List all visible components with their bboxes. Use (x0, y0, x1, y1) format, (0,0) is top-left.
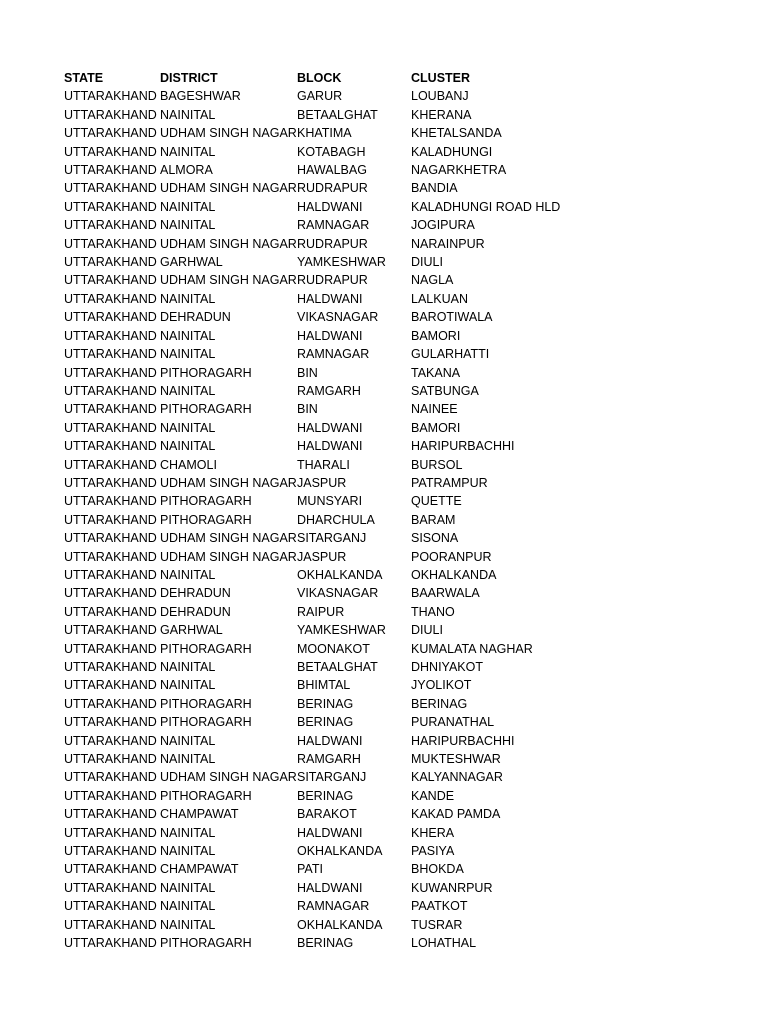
cell-block: BETAALGHAT (297, 107, 378, 122)
cell-block: HALDWANI (297, 291, 363, 306)
table-row (64, 750, 591, 768)
table-row (64, 584, 591, 602)
cell-cluster: TAKANA (411, 365, 461, 380)
table-row (64, 161, 591, 179)
cell-cluster: LOHATHAL (411, 936, 477, 951)
cell-cluster: KUMALATA NAGHAR (411, 641, 533, 656)
cell-state: UTTARAKHAND (64, 862, 157, 877)
cell-cluster: JOGIPURA (411, 218, 475, 233)
cell-block: DHARCHULA (297, 512, 375, 527)
cell-block: RUDRAPUR (297, 236, 368, 251)
cell-state: UTTARAKHAND (64, 328, 157, 343)
table-row (64, 787, 591, 805)
header-block: BLOCK (297, 71, 342, 85)
cell-state: UTTARAKHAND (64, 457, 157, 472)
cell-cluster: BANDIA (411, 181, 458, 196)
table-row (64, 437, 591, 455)
cell-state: UTTARAKHAND (64, 310, 157, 325)
table-row (64, 364, 591, 382)
cell-district: NAINITAL (160, 144, 216, 159)
table-body (64, 87, 591, 952)
cell-cluster: THANO (411, 604, 455, 619)
table-row (64, 879, 591, 897)
cell-district: NAINITAL (160, 899, 216, 914)
cell-state: UTTARAKHAND (64, 660, 157, 674)
cell-state: UTTARAKHAND (64, 880, 157, 895)
cell-cluster: POORANPUR (411, 549, 492, 564)
cell-block: RAMGARH (297, 752, 361, 767)
header-district: DISTRICT (160, 71, 218, 85)
cell-cluster: NARAINPUR (411, 236, 485, 251)
cell-state: UTTARAKHAND (64, 844, 157, 859)
cell-state: UTTARAKHAND (64, 255, 157, 270)
cell-cluster: PASIYA (411, 844, 455, 859)
cell-state: UTTARAKHAND (64, 623, 157, 638)
cell-state: UTTARAKHAND (64, 531, 157, 546)
cell-block: HALDWANI (297, 733, 363, 748)
header-cluster: CLUSTER (411, 71, 471, 85)
cell-state: UTTARAKHAND (64, 752, 157, 767)
cell-state: UTTARAKHAND (64, 715, 157, 730)
cell-state: UTTARAKHAND (64, 678, 157, 693)
cell-cluster: PAATKOT (411, 899, 468, 914)
table-row (64, 400, 591, 418)
cell-state: UTTARAKHAND (64, 439, 157, 454)
cell-district: PITHORAGARH (160, 936, 252, 951)
cell-district: NAINITAL (160, 917, 216, 932)
cell-block: BARAKOT (297, 807, 357, 822)
cell-district: PITHORAGARH (160, 494, 252, 509)
cell-state: UTTARAKHAND (64, 512, 157, 527)
table-row (64, 548, 591, 566)
cell-district: NAINITAL (160, 328, 216, 343)
cell-district: PITHORAGARH (160, 715, 252, 730)
cell-district: NAINITAL (160, 439, 216, 454)
table-row (64, 676, 591, 694)
cell-block: VIKASNAGAR (297, 310, 379, 325)
cell-district: NAINITAL (160, 291, 216, 306)
cell-block: YAMKESHWAR (297, 623, 386, 638)
cell-district: UDHAM SINGH NAGAR (160, 181, 297, 196)
cell-cluster: LOUBANJ (411, 89, 469, 104)
cell-block: BERINAG (297, 696, 354, 711)
cell-block: OKHALKANDA (297, 917, 383, 932)
cell-district: PITHORAGARH (160, 402, 252, 417)
table-row (64, 143, 591, 161)
table-row (64, 842, 591, 860)
cell-state: UTTARAKHAND (64, 733, 157, 748)
cell-district: UDHAM SINGH NAGAR (160, 475, 297, 490)
table-row (64, 621, 591, 639)
cell-district: GARHWAL (160, 255, 223, 270)
cell-state: UTTARAKHAND (64, 199, 157, 214)
cell-block: HALDWANI (297, 420, 363, 435)
cell-block: KHATIMA (297, 126, 352, 141)
cell-district: NAINITAL (160, 218, 216, 233)
table-row (64, 87, 591, 105)
table-row (64, 474, 591, 492)
cell-block: BERINAG (297, 788, 354, 803)
cell-district: DEHRADUN (160, 310, 231, 325)
cell-district: PITHORAGARH (160, 696, 252, 711)
table-row (64, 198, 591, 216)
table-row (64, 566, 591, 584)
cell-district: PITHORAGARH (160, 788, 252, 803)
cell-cluster: SISONA (411, 531, 459, 546)
cell-district: NAINITAL (160, 199, 216, 214)
document-page (64, 69, 591, 953)
cell-state: UTTARAKHAND (64, 144, 157, 159)
cell-state: UTTARAKHAND (64, 586, 157, 601)
cell-block: YAMKESHWAR (297, 255, 386, 270)
cell-block: HALDWANI (297, 880, 363, 895)
cell-district: NAINITAL (160, 880, 216, 895)
table-row (64, 308, 591, 326)
cell-cluster: BAMORI (411, 420, 461, 435)
cell-cluster: KHERA (411, 825, 455, 840)
cell-cluster: TUSRAR (411, 917, 463, 932)
cell-district: DEHRADUN (160, 604, 231, 619)
cell-state: UTTARAKHAND (64, 475, 157, 490)
table-row (64, 897, 591, 915)
cell-district: DEHRADUN (160, 586, 231, 601)
cell-state: UTTARAKHAND (64, 936, 157, 951)
cell-cluster: DIULI (411, 623, 443, 638)
cell-district: NAINITAL (160, 752, 216, 767)
header-state: STATE (64, 71, 104, 85)
cell-state: UTTARAKHAND (64, 89, 157, 104)
table-row (64, 456, 591, 474)
cell-state: UTTARAKHAND (64, 181, 157, 196)
cell-state: UTTARAKHAND (64, 641, 157, 656)
cell-block: BETAALGHAT (297, 660, 378, 674)
table-row (64, 492, 591, 510)
cell-cluster: NAINEE (411, 402, 458, 417)
cell-block: HALDWANI (297, 328, 363, 343)
cell-cluster: DIULI (411, 255, 443, 270)
cell-block: BERINAG (297, 936, 354, 951)
cell-cluster: MUKTESHWAR (411, 752, 501, 767)
cell-district: PITHORAGARH (160, 365, 252, 380)
table-row (64, 124, 591, 142)
cell-state: UTTARAKHAND (64, 402, 157, 417)
cell-district: UDHAM SINGH NAGAR (160, 126, 297, 141)
cell-cluster: KALADHUNGI (411, 144, 493, 159)
cell-state: UTTARAKHAND (64, 770, 157, 785)
table-row (64, 640, 591, 658)
cell-cluster: KALYANNAGAR (411, 770, 503, 785)
table-row (64, 511, 591, 529)
cell-district: UDHAM SINGH NAGAR (160, 236, 297, 251)
cell-state: UTTARAKHAND (64, 273, 157, 288)
cell-district: NAINITAL (160, 825, 216, 840)
cell-state: UTTARAKHAND (64, 291, 157, 306)
table-row (64, 732, 591, 750)
table-row (64, 713, 591, 731)
cell-cluster: QUETTE (411, 494, 462, 509)
cell-state: UTTARAKHAND (64, 365, 157, 380)
cell-cluster: KANDE (411, 788, 455, 803)
cell-cluster: HARIPURBACHHI (411, 439, 515, 454)
cell-state: UTTARAKHAND (64, 567, 157, 582)
cell-state: UTTARAKHAND (64, 549, 157, 564)
cell-district: PITHORAGARH (160, 512, 252, 527)
cell-state: UTTARAKHAND (64, 494, 157, 509)
cell-block: RUDRAPUR (297, 273, 368, 288)
cell-cluster: BARAM (411, 512, 456, 527)
cell-block: SITARGANJ (297, 531, 367, 546)
cell-state: UTTARAKHAND (64, 163, 157, 178)
cell-cluster: LALKUAN (411, 291, 468, 306)
cell-block: RUDRAPUR (297, 181, 368, 196)
cell-block: HALDWANI (297, 825, 363, 840)
cell-state: UTTARAKHAND (64, 604, 157, 619)
table-row (64, 860, 591, 878)
table-row (64, 290, 591, 308)
table-row (64, 382, 591, 400)
cell-state: UTTARAKHAND (64, 218, 157, 233)
table-row (64, 253, 591, 271)
cell-district: NAINITAL (160, 844, 216, 859)
cell-district: NAINITAL (160, 420, 216, 435)
cell-cluster: BAARWALA (411, 586, 480, 601)
cell-state: UTTARAKHAND (64, 383, 157, 398)
table-row (64, 529, 591, 547)
cell-district: UDHAM SINGH NAGAR (160, 531, 297, 546)
cell-state: UTTARAKHAND (64, 236, 157, 251)
cell-state: UTTARAKHAND (64, 788, 157, 803)
cell-state: UTTARAKHAND (64, 917, 157, 932)
table-row (64, 235, 591, 253)
cell-block: KOTABAGH (297, 144, 366, 159)
table-row (64, 805, 591, 823)
table-row (64, 934, 591, 952)
cell-cluster: KAKAD PAMDA (411, 807, 501, 822)
cell-cluster: HARIPURBACHHI (411, 733, 515, 748)
cell-cluster: DHNIYAKOT (411, 660, 483, 674)
cell-district: NAINITAL (160, 383, 216, 398)
cell-block: BERINAG (297, 715, 354, 730)
cell-block: RAMNAGAR (297, 899, 370, 914)
cell-district: PITHORAGARH (160, 641, 252, 656)
cell-state: UTTARAKHAND (64, 807, 157, 822)
table-row (64, 327, 591, 345)
cell-district: NAINITAL (160, 347, 216, 362)
cell-district: BAGESHWAR (160, 89, 241, 104)
table-row (64, 824, 591, 842)
table-row (64, 271, 591, 289)
cell-block: VIKASNAGAR (297, 586, 379, 601)
cell-block: OKHALKANDA (297, 567, 383, 582)
cell-block: MUNSYARI (297, 494, 363, 509)
table-row (64, 345, 591, 363)
cell-state: UTTARAKHAND (64, 420, 157, 435)
cell-block: RAMNAGAR (297, 347, 370, 362)
cell-district: NAINITAL (160, 567, 216, 582)
cell-cluster: BHOKDA (411, 862, 464, 877)
cell-cluster: BAROTIWALA (411, 310, 493, 325)
cell-block: BHIMTAL (297, 678, 351, 693)
cell-block: PATI (297, 862, 323, 877)
cell-district: CHAMPAWAT (160, 862, 239, 877)
cell-block: BIN (297, 365, 318, 380)
cell-cluster: KUWANRPUR (411, 880, 493, 895)
cell-block: THARALI (297, 457, 350, 472)
cell-district: UDHAM SINGH NAGAR (160, 549, 297, 564)
cell-block: MOONAKOT (297, 641, 370, 656)
cell-cluster: KALADHUNGI ROAD HLD (411, 199, 561, 214)
cell-district: NAINITAL (160, 733, 216, 748)
cell-block: JASPUR (297, 549, 347, 564)
cell-block: HALDWANI (297, 439, 363, 454)
cell-state: UTTARAKHAND (64, 825, 157, 840)
cell-cluster: BURSOL (411, 457, 463, 472)
cell-cluster: NAGARKHETRA (411, 163, 507, 178)
cell-district: CHAMPAWAT (160, 807, 239, 822)
cell-block: HAWALBAG (297, 163, 367, 178)
cell-state: UTTARAKHAND (64, 696, 157, 711)
cell-cluster: NAGLA (411, 273, 454, 288)
cell-block: HALDWANI (297, 199, 363, 214)
cell-cluster: GULARHATTI (411, 347, 490, 362)
cell-block: BIN (297, 402, 318, 417)
header-row (64, 69, 591, 87)
cell-state: UTTARAKHAND (64, 899, 157, 914)
cell-block: OKHALKANDA (297, 844, 383, 859)
cell-block: RAMNAGAR (297, 218, 370, 233)
cell-district: CHAMOLI (160, 457, 217, 472)
cell-district: UDHAM SINGH NAGAR (160, 273, 297, 288)
cell-cluster: BERINAG (411, 696, 468, 711)
cell-state: UTTARAKHAND (64, 347, 157, 362)
table-row (64, 916, 591, 934)
cell-state: UTTARAKHAND (64, 107, 157, 122)
cluster-table (64, 69, 591, 953)
table-row (64, 106, 591, 124)
table-row (64, 603, 591, 621)
table-row (64, 179, 591, 197)
cell-block: RAIPUR (297, 604, 345, 619)
cell-cluster: PATRAMPUR (411, 475, 488, 490)
cell-cluster: BAMORI (411, 328, 461, 343)
cell-cluster: SATBUNGA (411, 383, 479, 398)
cell-district: ALMORA (160, 163, 213, 178)
table-row (64, 768, 591, 786)
cell-cluster: OKHALKANDA (411, 567, 497, 582)
table-row (64, 419, 591, 437)
cell-cluster: JYOLIKOT (411, 678, 472, 693)
cell-block: GARUR (297, 89, 343, 104)
cell-district: NAINITAL (160, 107, 216, 122)
cell-block: RAMGARH (297, 383, 361, 398)
cell-cluster: KHERANA (411, 107, 472, 122)
cell-cluster: KHETALSANDA (411, 126, 502, 141)
cell-block: JASPUR (297, 475, 347, 490)
cell-district: UDHAM SINGH NAGAR (160, 770, 297, 785)
cell-district: NAINITAL (160, 660, 216, 674)
cell-district: NAINITAL (160, 678, 216, 693)
cell-district: GARHWAL (160, 623, 223, 638)
table-row (64, 216, 591, 234)
cell-cluster: PURANATHAL (411, 715, 495, 730)
cell-block: SITARGANJ (297, 770, 367, 785)
table-row (64, 695, 591, 713)
table-row (64, 658, 591, 676)
cell-state: UTTARAKHAND (64, 126, 157, 141)
